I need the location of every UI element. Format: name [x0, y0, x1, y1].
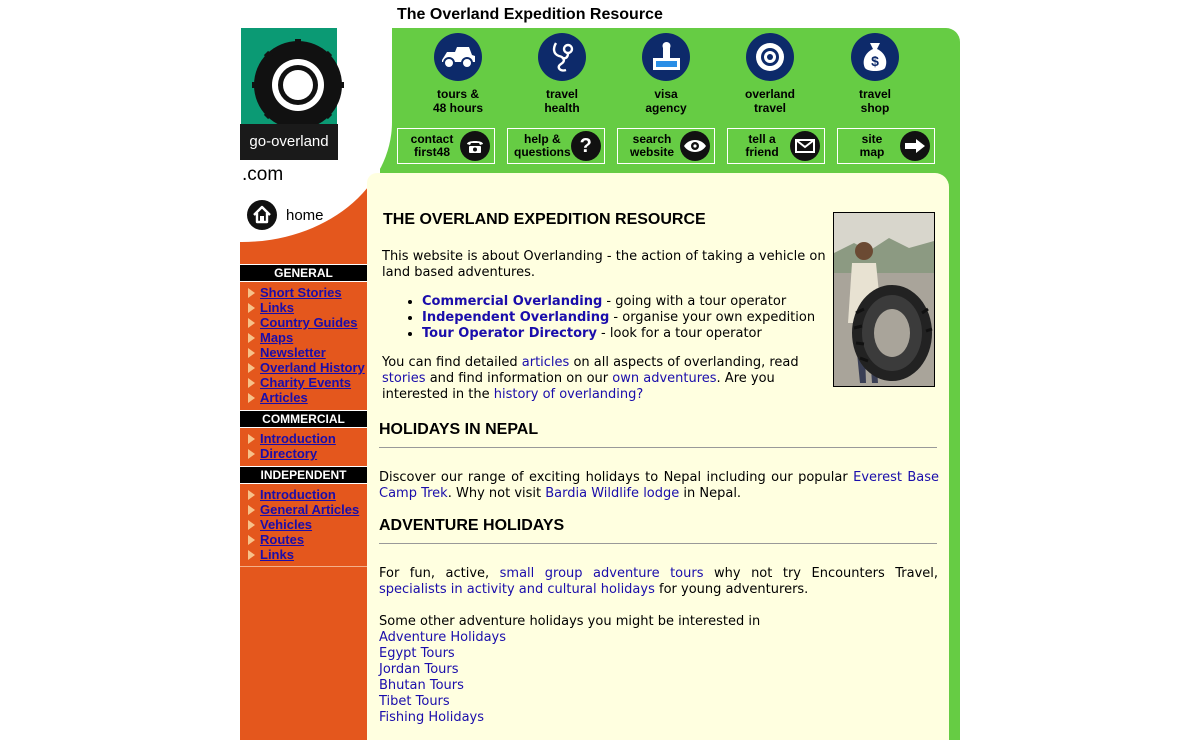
list-item [248, 517, 359, 532]
contact-button[interactable] [397, 128, 495, 164]
nav-label: overland travel [744, 87, 795, 115]
arrow-bullet-icon [248, 434, 255, 444]
jordan-tours-link[interactable]: Jordan Tours [379, 662, 459, 677]
list-item [248, 532, 359, 547]
svg-text:$: $ [871, 53, 879, 69]
sidebar-item-links[interactable]: Links [260, 300, 294, 315]
nav-label: travel health [544, 87, 580, 115]
nav-visa[interactable] [616, 33, 716, 115]
list-item [422, 294, 830, 310]
detail-paragraph [382, 355, 830, 403]
money-bag-icon [851, 33, 899, 81]
sidebar-item-maps[interactable]: Maps [260, 330, 294, 345]
list-item [248, 446, 336, 461]
detail-text: on all aspects of overlanding, read [569, 355, 799, 370]
list-item [248, 375, 365, 390]
tell-friend-button[interactable] [727, 128, 825, 164]
tour-operator-directory-link[interactable]: Tour Operator Directory [422, 326, 597, 341]
arrow-bullet-icon [248, 303, 255, 313]
list-item [248, 487, 359, 502]
button-label: site map [859, 132, 885, 159]
nav-overland[interactable] [720, 33, 820, 115]
overlander-photo [833, 212, 935, 387]
sidebar-item-directory[interactable]: Directory [260, 446, 318, 461]
bardia-wildlife-link[interactable]: Bardia Wildlife lodge [545, 486, 680, 501]
detail-text: and find information on our [425, 371, 613, 386]
adventure-holidays-link[interactable]: Adventure Holidays [379, 630, 507, 645]
nav-shop[interactable] [825, 33, 925, 115]
nav-health[interactable] [512, 33, 612, 115]
sidebar-item-short-stories[interactable]: Short Stories [260, 285, 342, 300]
sidebar-item-country-guides[interactable]: Country Guides [260, 315, 358, 330]
sidebar-heading-commercial: COMMERCIAL [240, 410, 367, 428]
stamp-icon [642, 33, 690, 81]
nepal-heading: HOLIDAYS IN NEPAL [379, 421, 539, 438]
other-holidays-list [379, 630, 506, 726]
envelope-icon [790, 131, 820, 161]
tyre-logo-icon [252, 39, 344, 131]
list-item [248, 390, 365, 405]
sidebar-item-newsletter[interactable]: Newsletter [260, 345, 326, 360]
jeep-icon [434, 33, 482, 81]
nav-tours[interactable] [408, 33, 508, 115]
arrow-bullet-icon [248, 333, 255, 343]
list-item [422, 326, 830, 342]
list-item [248, 547, 359, 562]
sidebar-item-independent-links[interactable]: Links [260, 547, 294, 562]
logo-text: go-overland [240, 124, 338, 160]
help-button[interactable] [507, 128, 605, 164]
adventure-text: for young adventurers. [654, 582, 809, 597]
button-label: contact first48 [410, 132, 454, 159]
question-icon: ? [571, 131, 601, 161]
list-item [248, 300, 365, 315]
nepal-paragraph [379, 470, 939, 502]
history-of-overlanding-link[interactable]: history of overlanding? [493, 387, 644, 402]
sidebar-divider [240, 566, 367, 567]
sidebar-item-charity-events[interactable]: Charity Events [260, 375, 352, 390]
stethoscope-icon [538, 33, 586, 81]
fishing-holidays-link[interactable]: Fishing Holidays [379, 710, 485, 725]
tibet-tours-link[interactable]: Tibet Tours [379, 694, 450, 709]
nepal-text: Discover our range of exciting holidays to Nepal including our popular [379, 470, 854, 485]
arrow-bullet-icon [248, 490, 255, 500]
sidebar-general-list [248, 285, 365, 405]
home-icon [246, 199, 278, 231]
main-heading: THE OVERLAND EXPEDITION RESOURCE [383, 211, 706, 228]
detail-text: . Are you interested in the [382, 371, 775, 402]
nav-label: visa agency [645, 87, 687, 115]
nav-label: tours & 48 hours [432, 87, 483, 115]
button-label: help & questions [514, 132, 571, 159]
eye-icon [680, 131, 710, 161]
nav-label: travel shop [858, 87, 892, 115]
detail-text: You can find detailed [382, 355, 522, 370]
own-adventures-link[interactable]: own adventures [612, 371, 717, 386]
arrow-bullet-icon [248, 378, 255, 388]
stories-link[interactable]: stories [382, 371, 426, 386]
sidebar-item-independent-introduction[interactable]: Introduction [260, 487, 336, 502]
list-item [248, 431, 336, 446]
arrow-bullet-icon [248, 535, 255, 545]
small-group-tours-link[interactable]: small group adventure tours [499, 566, 704, 581]
arrow-bullet-icon [248, 318, 255, 328]
adventure-heading: ADVENTURE HOLIDAYS [379, 517, 565, 534]
section-divider [379, 543, 937, 544]
sidebar-item-routes[interactable]: Routes [260, 532, 305, 547]
list-item [248, 285, 365, 300]
list-item [248, 345, 365, 360]
arrow-bullet-icon [248, 393, 255, 403]
egypt-tours-link[interactable]: Egypt Tours [379, 646, 455, 661]
sidebar-item-commercial-introduction[interactable]: Introduction [260, 431, 336, 446]
bullet-text: - organise your own expedition [609, 310, 816, 325]
list-item [248, 330, 365, 345]
activity-cultural-holidays-link[interactable]: specialists in activity and cultural holidays [379, 582, 655, 597]
page-title: The Overland Expedition Resource [397, 6, 663, 23]
arrow-bullet-icon [248, 449, 255, 459]
arrow-bullet-icon [248, 505, 255, 515]
search-button[interactable] [617, 128, 715, 164]
sidebar-commercial-list [248, 431, 336, 461]
sidebar-independent-list [248, 487, 359, 562]
phone-icon [460, 131, 490, 161]
logo-link[interactable] [241, 28, 339, 160]
intro-paragraph: This website is about Overlanding - the action of taking a vehicle on land based adventures. [382, 249, 826, 280]
sidebar-heading-independent: INDEPENDENT [240, 466, 367, 484]
list-item [248, 502, 359, 517]
button-label: search website [629, 132, 674, 159]
list-item [248, 360, 365, 375]
nepal-text: . Why not visit [447, 486, 546, 501]
articles-link[interactable]: articles [521, 355, 570, 370]
button-label: tell a friend [745, 132, 779, 159]
sidebar-item-general-articles[interactable]: General Articles [260, 502, 360, 517]
tyre-icon [746, 33, 794, 81]
arrow-bullet-icon [248, 348, 255, 358]
bullet-text: - look for a tour operator [596, 326, 762, 341]
list-item [422, 310, 830, 326]
arrow-bullet-icon [248, 520, 255, 530]
arrow-bullet-icon [248, 288, 255, 298]
overlanding-types-list [382, 294, 830, 342]
commercial-overlanding-link[interactable]: Commercial Overlanding [422, 294, 603, 309]
sidebar-heading-general: GENERAL [240, 264, 367, 282]
site-map-button[interactable] [837, 128, 935, 164]
independent-overlanding-link[interactable]: Independent Overlanding [422, 310, 610, 325]
adventure-text: why not try Encounters Travel, [703, 566, 939, 581]
arrow-bullet-icon [248, 550, 255, 560]
arrow-right-icon [900, 131, 930, 161]
section-divider [379, 447, 937, 448]
arrow-bullet-icon [248, 363, 255, 373]
bhutan-tours-link[interactable]: Bhutan Tours [379, 678, 464, 693]
logo-dotcom: .com [242, 164, 284, 185]
home-label: home [286, 206, 324, 224]
list-item [248, 315, 365, 330]
home-link[interactable] [246, 199, 324, 231]
everest-base-camp-link[interactable]: Everest Base Camp Trek [379, 470, 940, 501]
other-holidays-intro: Some other adventure holidays you might be interested in [379, 614, 761, 629]
nepal-text: in Nepal. [679, 486, 742, 501]
sidebar-item-overland-history[interactable]: Overland History [260, 360, 365, 375]
bullet-text: - going with a tour operator [602, 294, 787, 309]
adventure-text: For fun, active, [379, 566, 500, 581]
sidebar-item-articles[interactable]: Articles [260, 390, 308, 405]
adventure-paragraph [379, 566, 938, 598]
sidebar-item-vehicles[interactable]: Vehicles [260, 517, 313, 532]
